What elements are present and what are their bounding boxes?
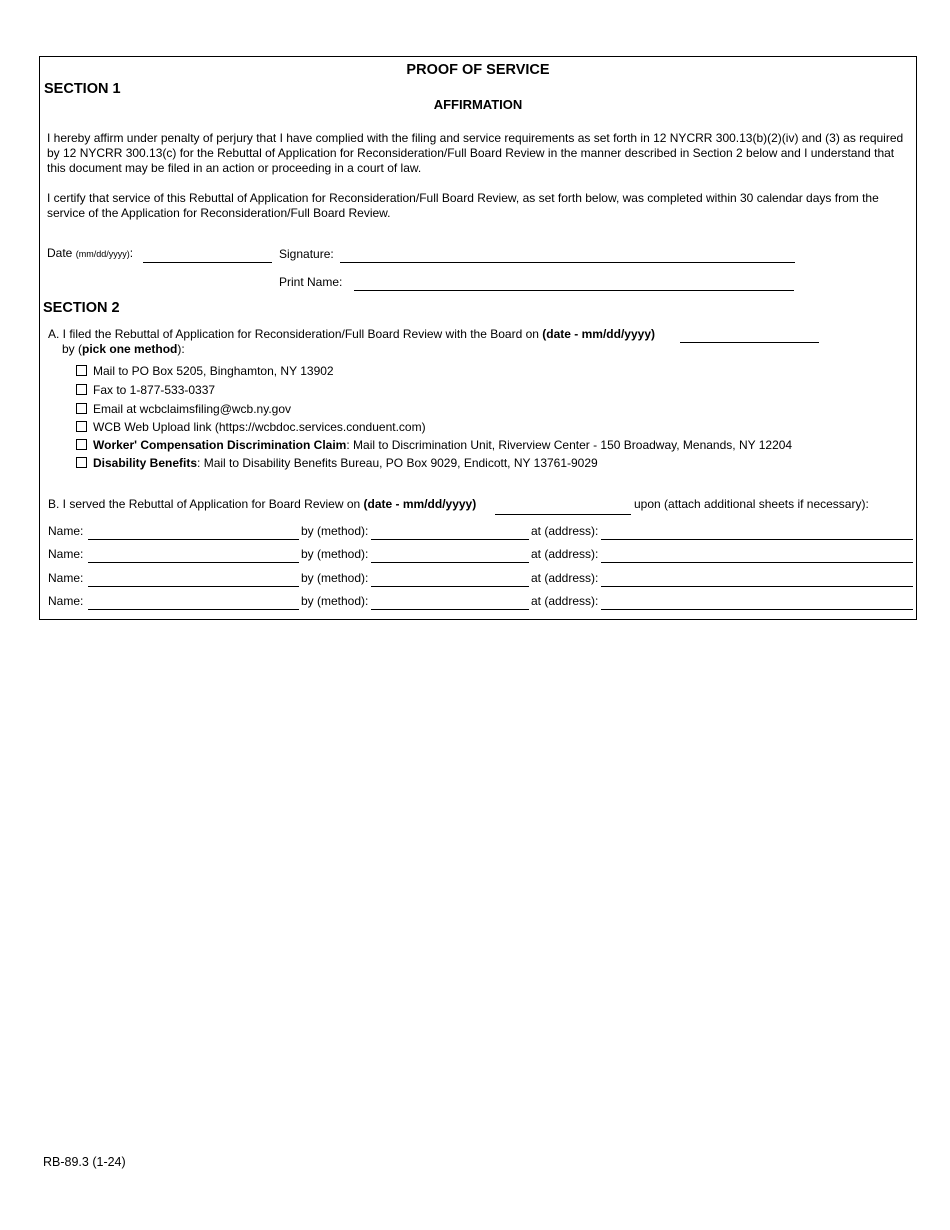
method-disability-bold: Disability Benefits <box>93 456 198 470</box>
signature-field[interactable] <box>340 262 795 263</box>
row3-method-label: by (method): <box>301 571 369 585</box>
row4-method-label: by (method): <box>301 594 369 608</box>
proof-of-service-form <box>39 56 917 620</box>
method-web-upload-text: WCB Web Upload link (https://wcbdoc.services.conduent.com) <box>93 420 426 434</box>
row3-name-field[interactable] <box>88 586 299 587</box>
method-discrimination-bold: Worker' Compensation Discrimination Claim <box>93 438 347 452</box>
date-label-text: Date <box>47 246 73 260</box>
row4-address-field[interactable] <box>601 609 913 610</box>
service-date-label: (date - mm/dd/yyyy) <box>363 497 477 511</box>
method-checkbox-web-upload[interactable] <box>76 421 87 432</box>
method-discrimination-text: : Mail to Discrimination Unit, Riverview Center - 150 Broadway, Menands, NY 12204 <box>346 438 793 452</box>
service-date-field[interactable] <box>495 514 631 515</box>
method-checkbox-discrimination[interactable] <box>76 439 87 450</box>
service-statement-text: B. I served the Rebuttal of Application for Board Review on <box>48 497 361 511</box>
form-code: RB-89.3 (1-24) <box>43 1155 126 1169</box>
filing-statement <box>48 327 655 342</box>
affirmation-heading: AFFIRMATION <box>433 97 523 112</box>
date-field[interactable] <box>143 262 272 263</box>
date-format-hint: (mm/dd/yyyy) <box>75 249 130 259</box>
method-option-disability <box>93 456 598 471</box>
method-checkbox-mail[interactable] <box>76 365 87 376</box>
row1-address-label: at (address): <box>531 524 599 538</box>
row2-address-label: at (address): <box>531 547 599 561</box>
affirmation-paragraph-1: I hereby affirm under penalty of perjury that I have complied with the filing and service requirements as set forth in 12 NYCRR 300.13(b)(2)(iv) and (3) as required by 12 NYCRR 300.13(c) for the Rebuttal of Application for Reconsideration/Full Board Review in the manner described in Section 2 below and I understand that this document may be filed in an action or proceeding in a court of law. <box>47 131 904 175</box>
row1-method-field[interactable] <box>371 539 529 540</box>
pick-method-instruction <box>62 342 185 357</box>
method-checkbox-email[interactable] <box>76 403 87 414</box>
row2-method-label: by (method): <box>301 547 369 561</box>
service-attach-note: upon (attach additional sheets if necessary): <box>634 497 869 511</box>
date-label <box>47 246 133 262</box>
row2-name-label: Name: <box>48 547 84 561</box>
row4-address-label: at (address): <box>531 594 599 608</box>
method-option-discrimination <box>93 438 792 453</box>
method-checkbox-disability[interactable] <box>76 457 87 468</box>
row1-method-label: by (method): <box>301 524 369 538</box>
filing-date-label: (date - mm/dd/yyyy) <box>542 327 655 341</box>
section1-heading: SECTION 1 <box>44 81 121 97</box>
method-option-email <box>93 402 291 417</box>
pick-method-prefix: by ( <box>62 342 83 356</box>
pick-method-suffix: ): <box>177 342 185 356</box>
row2-address-field[interactable] <box>601 562 913 563</box>
row3-name-label: Name: <box>48 571 84 585</box>
filing-statement-text: A. I filed the Rebuttal of Application for Reconsideration/Full Board Review with the Board on <box>48 327 539 341</box>
section2-heading: SECTION 2 <box>43 300 120 316</box>
filing-date-field[interactable] <box>680 342 819 343</box>
row4-name-field[interactable] <box>88 609 299 610</box>
row3-address-label: at (address): <box>531 571 599 585</box>
row1-address-field[interactable] <box>601 539 913 540</box>
method-option-fax <box>93 383 215 398</box>
form-title: PROOF OF SERVICE <box>406 62 550 78</box>
method-disability-text: : Mail to Disability Benefits Bureau, PO Box 9029, Endicott, NY 13761-9029 <box>197 456 598 470</box>
row3-method-field[interactable] <box>371 586 529 587</box>
row1-name-field[interactable] <box>88 539 299 540</box>
print-name-label: Print Name: <box>279 275 343 289</box>
row3-address-field[interactable] <box>601 586 913 587</box>
method-checkbox-fax[interactable] <box>76 384 87 395</box>
method-mail-text: Mail to PO Box 5205, Binghamton, NY 13902 <box>93 364 334 378</box>
row2-method-field[interactable] <box>371 562 529 563</box>
row4-method-field[interactable] <box>371 609 529 610</box>
signature-label: Signature: <box>279 247 334 261</box>
row2-name-field[interactable] <box>88 562 299 563</box>
row4-name-label: Name: <box>48 594 84 608</box>
pick-method-emphasis: pick one method <box>82 342 178 356</box>
date-label-colon: : <box>129 246 134 260</box>
method-email-text: Email at wcbclaimsfiling@wcb.ny.gov <box>93 402 292 416</box>
method-fax-text: Fax to 1-877-533-0337 <box>93 383 216 397</box>
method-option-web-upload <box>93 420 426 435</box>
print-name-field[interactable] <box>354 290 794 291</box>
affirmation-paragraph-2: I certify that service of this Rebuttal of Application for Reconsideration/Full Board Review, as set forth below, was completed within 30 calendar days from the service of the Application for Reconsideration/Full Board Review. <box>47 191 879 220</box>
method-option-mail <box>93 364 334 379</box>
row1-name-label: Name: <box>48 524 84 538</box>
service-statement <box>48 497 476 512</box>
